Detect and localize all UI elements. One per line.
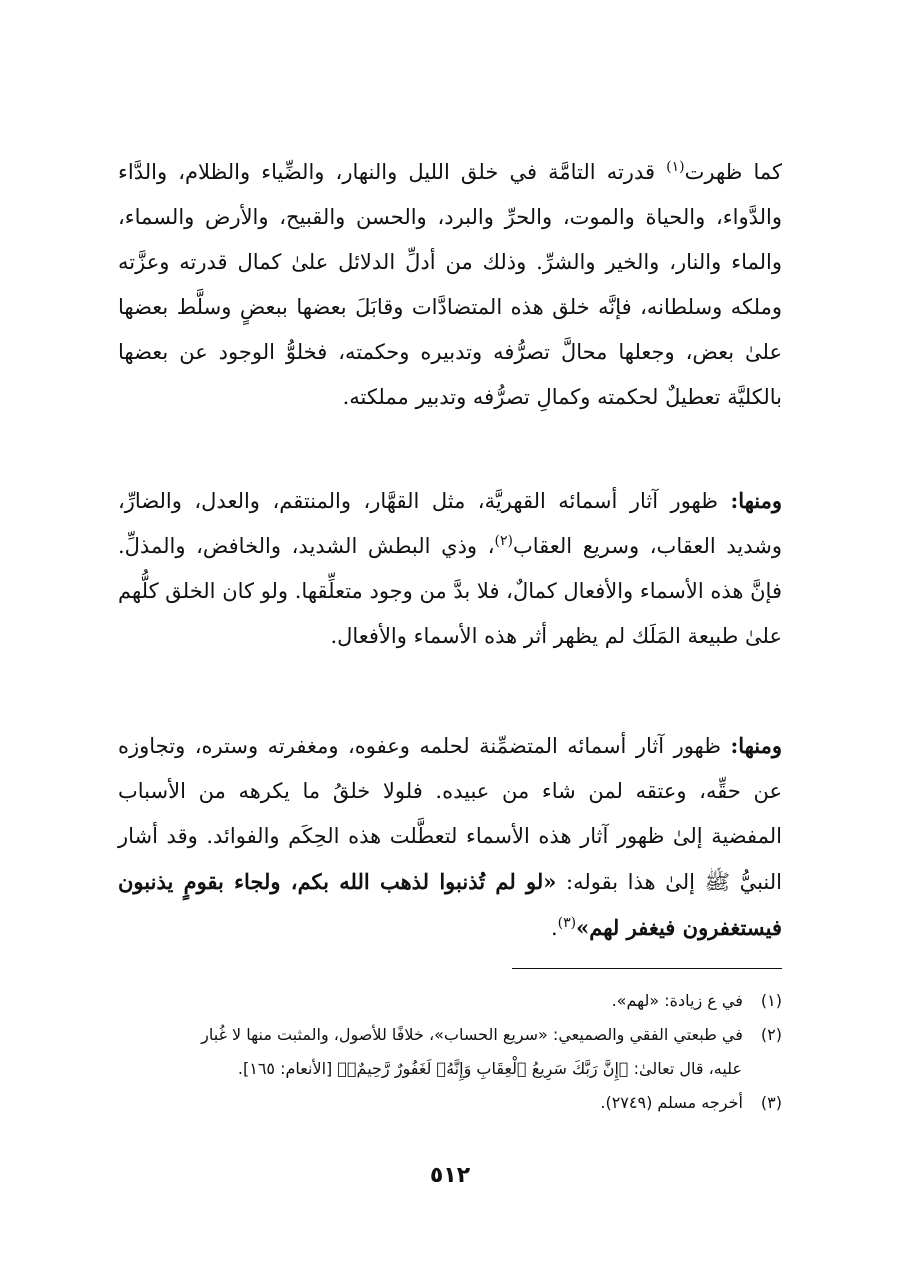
- footnote-2: [118, 1018, 782, 1086]
- footnote-3-text: أخرجه مسلم (٢٧٤٩).: [600, 1093, 743, 1112]
- footnote-ref-3: (٣): [557, 915, 577, 931]
- hadith-quote: «لو لم تُذنبوا لذهب الله بكم، ولجاء بقومٍ يذنبون فيستغفرون فيغفر لهم»: [118, 869, 782, 940]
- footnotes: [118, 984, 782, 1120]
- paragraph-1-lead-text: كما ظهرت: [684, 160, 782, 184]
- footnote-ref-1: (١): [666, 159, 685, 175]
- paragraph-2-text-a: ظهور آثار أسمائه القهريَّة، مثل القهَّار، والمنتقم، والعدل، والضارِّ، وشديد العقاب، وسريع العقاب: [118, 489, 782, 558]
- paragraph-2-lead: ومنها:: [730, 488, 782, 513]
- footnote-3-number: (٣): [760, 1093, 782, 1112]
- footnote-2-line-1: في طبعتي الفقي والصميعي: «سريع الحساب»، خلافًا للأصول، والمثبت منها لا غُبار: [201, 1025, 743, 1044]
- paragraph-2-text-b: ، وذي البطش الشديد، والخافض، والمذلِّ. فإنَّ هذه الأسماء والأفعال كمالٌ، فلا بدَّ من وجود متعلِّقها. ولو كان الخلق كلُّهم علىٰ طبيعة المَلَك لم يظهر أثر هذه الأسماء والأفعال.: [117, 534, 782, 648]
- paragraph-2: [118, 478, 782, 659]
- paragraph-1: [118, 150, 782, 420]
- footnote-2-line-2: عليه، قال تعالىٰ: ﴿إِنَّ رَبَّكَ سَرِيعُ ٱلْعِقَابِ وَإِنَّهُۥ لَغَفُورٌ رَّحِيمٌۢ﴾ [الأنعام: ١٦٥].: [237, 1059, 742, 1078]
- paragraph-3-end: .: [550, 916, 558, 940]
- footnote-1: [118, 984, 782, 1018]
- footnote-ref-2: (٢): [494, 533, 513, 549]
- paragraph-3-text: ظهور آثار أسمائه المتضمِّنة لحلمه وعفوه، ومغفرته وستره، وتجاوزه عن حقِّه، وعتقه لمن شاء من عبيده. فلولا خلقُ ما يكرهه من الأسباب المفضية إلىٰ ظهور آثار هذه الأسماء لتعطَّلت هذه الحِكَم والفوائد. وقد أشار النبيُّ ﷺ إلىٰ هذا بقوله:: [118, 734, 782, 894]
- paragraph-3-lead: ومنها:: [730, 733, 782, 758]
- footnote-1-text: في ع زيادة: «لهم».: [611, 991, 743, 1010]
- page-number: ٥١٢: [429, 1163, 471, 1188]
- paragraph-3: [118, 723, 782, 951]
- paragraph-1-text: قدرته التامَّة في خلق الليل والنهار، والضِّياء والظلام، والدَّاء والدَّواء، والحياة والموت، والحرِّ والبرد، والحسن والقبيح، والأرض والسماء، والماء والنار، والخير والشرِّ. وذلك من أدلِّ الدلائل علىٰ كمال قدرته وعزَّته وملكه وسلطانه، فإنَّه خلق هذه المتضادَّات وقابَلَ بعضها ببعضٍ وسلَّط بعضها علىٰ بعض، وجعلها محالَّ تصرُّفه وتدبيره وحكمته، فخلوُّ الوجود عن بعضها بالكليَّة تعطيلٌ لحكمته وكمالِ تصرُّفه وتدبير مملكته.: [118, 160, 782, 409]
- footnote-1-number: (١): [760, 991, 782, 1010]
- footnote-2-number: (٢): [760, 1025, 782, 1044]
- footnote-3: [118, 1086, 782, 1120]
- footnote-separator: [512, 968, 782, 969]
